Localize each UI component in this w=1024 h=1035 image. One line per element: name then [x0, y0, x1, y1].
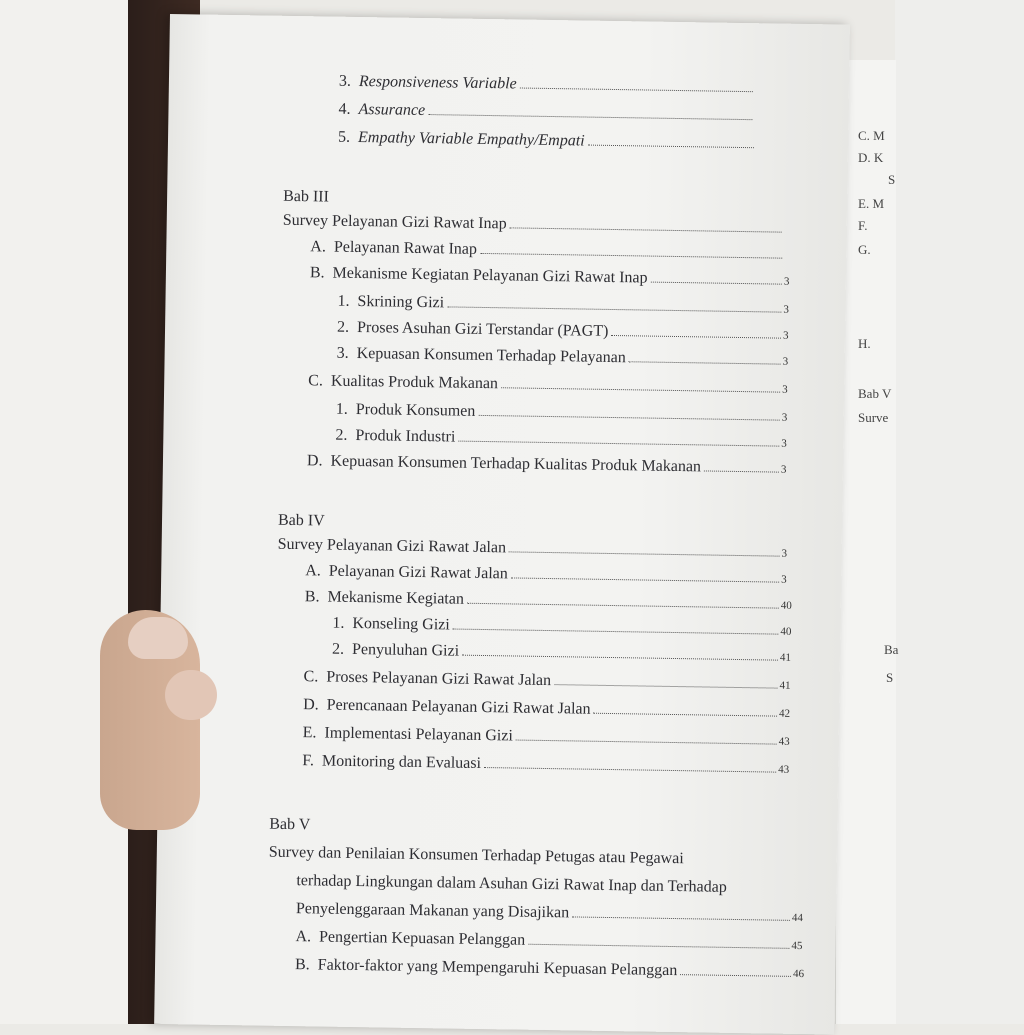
toc-entry: 4. Assurance [338, 101, 768, 126]
next-page-text: G. [858, 242, 871, 257]
toc-entry: D. Perencanaan Pelayanan Gizi Rawat Jalan 42 [303, 696, 791, 720]
toc-entry: 3. Responsiveness Variable [339, 73, 769, 98]
toc-entry: 2. Penyuluhan Gizi 41 [331, 640, 792, 664]
next-page-text: Bab V [858, 386, 892, 401]
next-page-text: Ba [884, 642, 899, 657]
toc-entry: 1. Konseling Gizi 40 [332, 614, 792, 638]
next-page-text: F. [858, 218, 868, 233]
toc-entry: Penyelenggaraan Makanan yang Disajikan 44 [295, 900, 803, 925]
thumbnail [128, 617, 188, 659]
next-page-text: S [888, 172, 896, 187]
toc-entry: B. Mekanisme Kegiatan 40 [304, 588, 792, 612]
toc-entry: A. Pelayanan Rawat Inap [310, 238, 798, 264]
chapter-heading: Bab IV [277, 511, 325, 530]
toc-entry: 2. Produk Industri 3 [335, 426, 787, 450]
toc-entry: A. Pelayanan Gizi Rawat Jalan 3 [305, 562, 787, 586]
next-page-text: Surve [858, 410, 889, 425]
toc-entry: D. Kepuasan Konsumen Terhadap Kualitas Produk Makanan 3 [306, 452, 787, 476]
chapter-heading: Bab III [283, 187, 330, 206]
toc-entry: C. Kualitas Produk Makanan 3 [308, 372, 788, 396]
toc-entry: A. Pengertian Kepuasan Pelanggan 45 [295, 928, 803, 953]
next-page-text: C. M [858, 128, 885, 143]
toc-entry: 1. Skrining Gizi 3 [337, 292, 790, 316]
toc-entry: B. Mekanisme Kegiatan Pelayanan Gizi Rawat Inap 3 [309, 264, 790, 288]
next-page-text: S [886, 670, 894, 685]
next-page-text: D. K [858, 150, 884, 165]
toc-entry: C. Proses Pelayanan Gizi Rawat Jalan 41 [303, 668, 791, 692]
toc-entry: 1. Produk Konsumen 3 [335, 400, 788, 424]
toc-entry: E. Implementasi Pelayanan Gizi 43 [302, 724, 790, 748]
next-page-text: H. [858, 336, 871, 351]
toc-entry: Survey Pelayanan Gizi Rawat Inap [283, 212, 798, 238]
background-left [0, 0, 128, 1024]
toc-entry: Survey dan Penilaian Konsumen Terhadap Petugas atau Pegawai [268, 843, 684, 868]
chapter-heading: Bab V [269, 815, 311, 834]
toc-entry: Survey Pelayanan Gizi Rawat Jalan 3 [277, 535, 788, 560]
toc-entry: F. Monitoring dan Evaluasi 43 [302, 752, 790, 776]
table-of-contents-page [154, 14, 850, 1035]
toc-entry: terhadap Lingkungan dalam Asuhan Gizi Rawat Inap dan Terhadap [296, 872, 727, 896]
toc-entry: B. Faktor-faktor yang Mempengaruhi Kepuasan Pelanggan 46 [294, 956, 805, 981]
toc-entry: 2. Proses Asuhan Gizi Terstandar (PAGT) 3 [336, 318, 789, 342]
finger-tip [165, 670, 217, 720]
background-right [895, 0, 1024, 1024]
next-page-text: E. M [858, 196, 884, 211]
toc-entry: 3. Kepuasan Konsumen Terhadap Pelayanan 3 [336, 344, 789, 368]
toc-entry: 5. Empathy Variable Empathy/Empati [338, 129, 770, 154]
